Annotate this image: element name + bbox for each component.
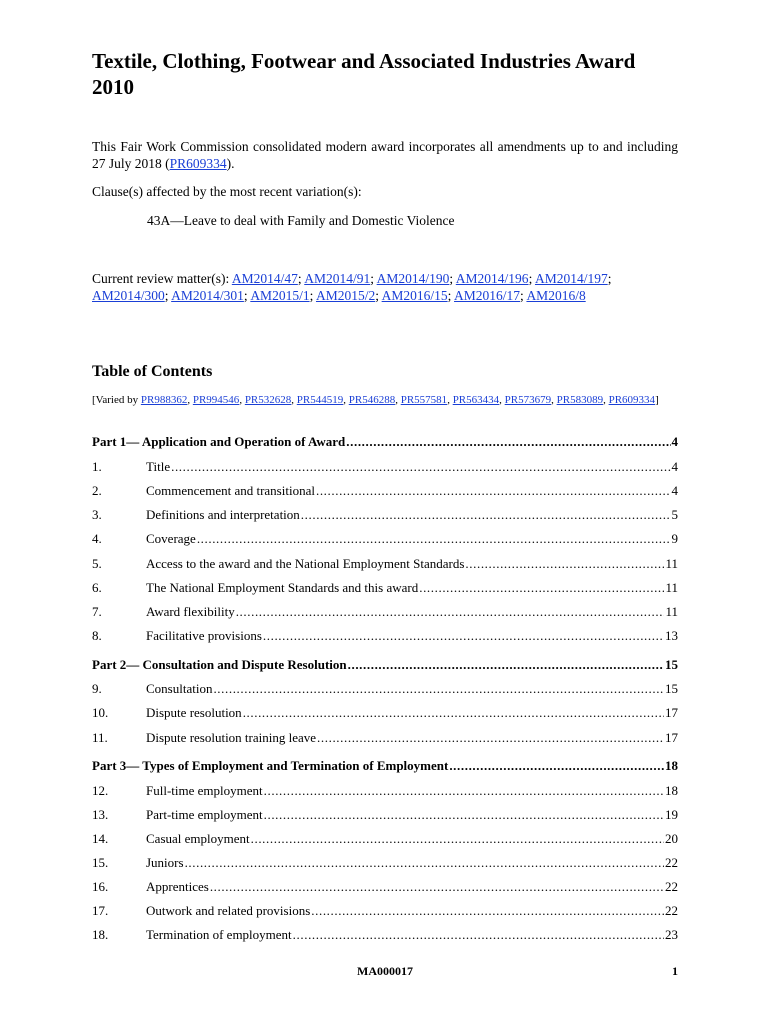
toc-page-number: 22 xyxy=(665,855,678,870)
toc-entry-number: 8. xyxy=(92,628,102,643)
toc-page-number: 18 xyxy=(665,783,678,798)
varied-by: [Varied by PR988362, PR994546, PR532628, PR544519, PR546288, PR557581, PR563434, PR573679, PR583089, PR609334] xyxy=(92,394,659,406)
varied-link[interactable]: PR583089 xyxy=(556,394,604,406)
toc-leader-dots xyxy=(293,927,664,943)
toc-entry-title: Coverage xyxy=(146,531,196,546)
toc-leader-dots xyxy=(264,807,664,823)
toc-entry-number: 16. xyxy=(92,879,109,894)
review-link[interactable]: AM2015/2 xyxy=(315,287,376,303)
varied-prefix: [Varied by xyxy=(92,394,141,406)
varied-link[interactable]: PR557581 xyxy=(400,394,448,406)
document-title: Textile, Clothing, Footwear and Associated Industries Award 2010 xyxy=(92,49,636,99)
toc-leader-dots xyxy=(346,434,670,450)
review-matters: Current review matter(s): AM2014/47; AM2014/91; AM2014/190; AM2014/196; AM2014/197; AM2014/300; AM2014/301; AM2015/1; AM2015/2; AM2016/15; AM2016/17; AM2016/8 xyxy=(92,271,612,303)
toc-entry-number: 5. xyxy=(92,556,102,571)
review-link[interactable]: AM2014/301 xyxy=(171,287,244,303)
toc-page-number: 17 xyxy=(665,730,678,745)
toc-entry-title: Award flexibility xyxy=(146,604,235,619)
review-link[interactable]: AM2015/1 xyxy=(250,287,310,303)
review-link[interactable]: AM2014/197 xyxy=(534,271,608,286)
varied-link[interactable]: PR563434 xyxy=(452,394,500,406)
toc-entry-number: 9. xyxy=(92,681,102,696)
toc-entry-title: Commencement and transitional xyxy=(146,483,315,498)
toc-entry[interactable] xyxy=(92,459,678,475)
toc-entry[interactable] xyxy=(92,628,678,644)
review-label: Current review matter(s): xyxy=(92,271,232,286)
toc-entry-number: 13. xyxy=(92,807,109,822)
toc-entry-title: Part 3— Types of Employment and Termination of Employment xyxy=(92,758,449,773)
toc-entry-number: 11. xyxy=(92,730,108,745)
toc-entry-title: Part-time employment xyxy=(146,807,263,822)
varied-link[interactable]: PR609334 xyxy=(608,394,656,406)
review-link[interactable]: AM2016/15 xyxy=(381,287,448,303)
toc-leader-dots xyxy=(465,556,664,572)
toc-part-entry[interactable] xyxy=(92,657,678,673)
toc-page-number: 22 xyxy=(665,903,678,918)
toc-entry-title: Access to the award and the National Employment Standards xyxy=(146,556,465,571)
toc-leader-dots xyxy=(316,483,671,499)
varied-link[interactable]: PR546288 xyxy=(348,394,396,406)
toc-leader-dots xyxy=(311,903,664,919)
toc-entry-number: 15. xyxy=(92,855,109,870)
toc-entry[interactable] xyxy=(92,507,678,523)
toc-entry-title: Dispute resolution xyxy=(146,705,242,720)
toc-leader-dots xyxy=(171,459,670,475)
toc-entry-title: Casual employment xyxy=(146,831,250,846)
toc-entry[interactable] xyxy=(92,903,678,919)
toc-entry[interactable] xyxy=(92,783,678,799)
toc-entry[interactable] xyxy=(92,831,678,847)
toc-leader-dots xyxy=(317,730,664,746)
toc-page-number: 22 xyxy=(665,879,678,894)
review-link[interactable]: AM2014/300 xyxy=(92,287,165,303)
toc-entry-title: Termination of employment xyxy=(146,927,292,942)
toc-page-number: 15 xyxy=(665,657,678,672)
toc-entry-title: Title xyxy=(146,459,171,474)
toc-page-number: 4 xyxy=(671,459,678,474)
toc-page-number: 18 xyxy=(665,758,678,773)
toc-page-number: 13 xyxy=(665,628,678,643)
toc-leader-dots xyxy=(419,580,664,596)
toc-entry[interactable] xyxy=(92,855,678,871)
toc-page-number: 17 xyxy=(665,705,678,720)
toc-leader-dots xyxy=(301,507,671,523)
toc-entry-number: 12. xyxy=(92,783,109,798)
intro-link[interactable]: PR609334 xyxy=(169,156,227,171)
toc-leader-dots xyxy=(197,531,671,547)
toc-leader-dots xyxy=(348,657,664,673)
intro-paragraph xyxy=(92,138,678,172)
toc-entry-number: 3. xyxy=(92,507,102,522)
toc-part-entry[interactable] xyxy=(92,434,678,450)
clause-item: 43A—Leave to deal with Family and Domestic Violence xyxy=(147,213,455,228)
footer-page-number: 1 xyxy=(672,964,678,978)
toc-page-number: 11 xyxy=(665,580,678,595)
varied-link[interactable]: PR994546 xyxy=(192,394,240,406)
footer-code: MA000017 xyxy=(357,964,413,978)
toc-entry[interactable] xyxy=(92,556,678,572)
varied-link[interactable]: PR573679 xyxy=(504,394,552,406)
toc-page-number: 19 xyxy=(665,807,678,822)
toc-page-number: 20 xyxy=(665,831,678,846)
toc-entry-title: Juniors xyxy=(146,855,184,870)
toc-entry-number: 17. xyxy=(92,903,109,918)
toc-entry-number: 10. xyxy=(92,705,109,720)
toc-entry-title: Facilitative provisions xyxy=(146,628,262,643)
toc-leader-dots xyxy=(210,879,664,895)
toc-entry[interactable] xyxy=(92,531,678,547)
toc-page-number: 11 xyxy=(665,604,678,619)
review-link[interactable]: AM2014/47 xyxy=(231,271,298,286)
toc-entry-title: Full-time employment xyxy=(146,783,263,798)
toc-leader-dots xyxy=(264,783,664,799)
toc-leader-dots xyxy=(243,705,664,721)
review-link[interactable]: AM2014/190 xyxy=(376,271,450,286)
toc-entry[interactable] xyxy=(92,879,678,895)
toc-entry-number: 1. xyxy=(92,459,102,474)
toc-page-number: 9 xyxy=(671,531,678,546)
review-link[interactable]: AM2014/91 xyxy=(304,271,371,286)
toc-page-number: 5 xyxy=(671,507,678,522)
clauses-label: Clause(s) affected by the most recent variation(s): xyxy=(92,184,362,199)
toc-entry-number: 14. xyxy=(92,831,109,846)
toc-leader-dots xyxy=(236,604,665,620)
toc-leader-dots xyxy=(449,758,664,774)
toc-page-number: 11 xyxy=(665,556,678,571)
toc-entry-title: Apprentices xyxy=(146,879,209,894)
toc-page-number: 4 xyxy=(671,483,678,498)
review-link[interactable]: AM2016/17 xyxy=(454,287,521,303)
toc-entry-number: 6. xyxy=(92,580,102,595)
toc-entry-number: 7. xyxy=(92,604,102,619)
toc-entry-number: 4. xyxy=(92,531,102,546)
toc-entry-title: Consultation xyxy=(146,681,213,696)
toc-page-number: 15 xyxy=(665,681,678,696)
toc-entry-title: Part 1— Application and Operation of Award xyxy=(92,434,346,449)
toc-entry[interactable] xyxy=(92,927,678,943)
toc-entry-title: Dispute resolution training leave xyxy=(146,730,317,745)
varied-link[interactable]: PR532628 xyxy=(244,394,292,406)
varied-link[interactable]: PR544519 xyxy=(296,394,344,406)
toc-entry-title: The National Employment Standards and this award xyxy=(146,580,419,595)
toc-entry[interactable] xyxy=(92,604,678,620)
toc-entry[interactable] xyxy=(92,730,678,746)
varied-suffix: ] xyxy=(655,394,659,406)
toc-leader-dots xyxy=(185,855,664,871)
toc-entry[interactable] xyxy=(92,807,678,823)
review-link[interactable]: AM2016/8 xyxy=(526,287,586,303)
toc-entry-number: 18. xyxy=(92,927,109,942)
toc-page-number: 23 xyxy=(665,927,678,942)
toc-entry-title: Definitions and interpretation xyxy=(146,507,300,522)
varied-link[interactable]: PR988362 xyxy=(140,394,188,406)
toc-part-entry[interactable] xyxy=(92,758,678,774)
toc-entry[interactable] xyxy=(92,580,678,596)
toc-entry[interactable] xyxy=(92,483,678,499)
toc-leader-dots xyxy=(251,831,664,847)
toc-entry-title: Outwork and related provisions xyxy=(146,903,311,918)
toc-page-number: 4 xyxy=(671,434,678,449)
toc-title: Table of Contents xyxy=(92,363,213,380)
toc-leader-dots xyxy=(263,628,664,644)
toc-leader-dots xyxy=(213,681,664,697)
toc-entry[interactable] xyxy=(92,705,678,721)
toc-entry-number: 2. xyxy=(92,483,102,498)
intro-text: This Fair Work Commission consolidated modern award incorporates all amendments up to and including 27 July 2018 ( xyxy=(92,139,678,171)
review-link[interactable]: AM2014/196 xyxy=(455,271,529,286)
toc-entry-title: Part 2— Consultation and Dispute Resolution xyxy=(92,657,347,672)
toc-entry[interactable] xyxy=(92,681,678,697)
intro-text-end: ). xyxy=(226,156,235,171)
